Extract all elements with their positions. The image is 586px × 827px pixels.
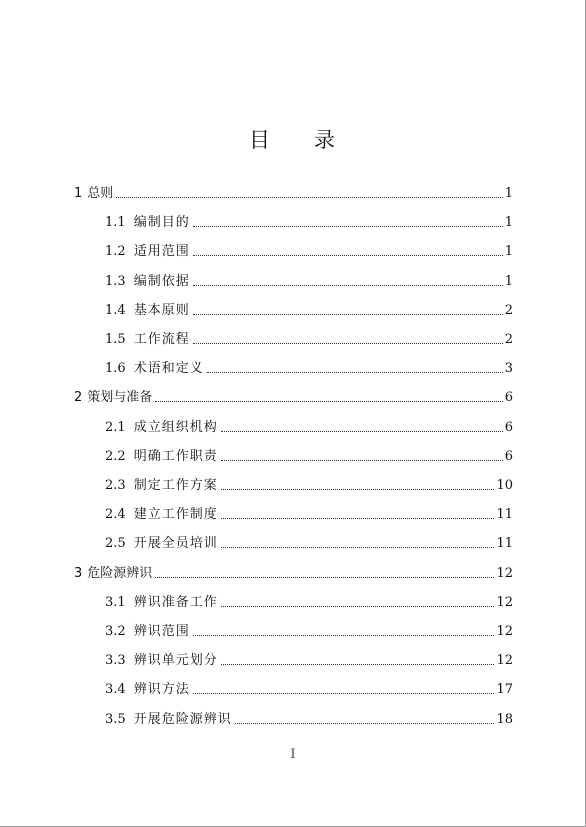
toc-section-entry[interactable] <box>105 297 513 319</box>
toc-section-entry[interactable] <box>105 326 513 348</box>
toc-entry-number: 3.2 <box>105 624 126 639</box>
toc-entry-label: 辨识准备工作 <box>133 594 218 610</box>
toc-entry-page: 12 <box>496 624 513 639</box>
toc-dot-leader <box>221 547 495 548</box>
title-char-1: 目 <box>249 128 272 152</box>
toc-dot-leader <box>207 372 503 373</box>
toc-entry-number: 1.5 <box>105 332 126 347</box>
toc-entry-page: 12 <box>496 653 513 669</box>
toc-section-entry[interactable] <box>105 238 513 260</box>
toc-entry-page: 11 <box>496 536 513 552</box>
toc-entry-page: 6 <box>504 390 513 406</box>
toc-section-entry[interactable] <box>105 268 513 290</box>
toc-dot-leader <box>116 197 502 198</box>
toc-section-entry[interactable] <box>105 355 513 377</box>
toc-section-entry[interactable] <box>105 443 513 465</box>
toc-entry-number: 2.2 <box>105 448 126 464</box>
toc-section-entry[interactable] <box>105 589 513 611</box>
toc-dot-leader <box>193 314 503 315</box>
toc-entry-number: 2.1 <box>105 419 126 435</box>
toc-entry-page: 6 <box>504 419 513 435</box>
toc-entry-number: 1 <box>74 186 83 201</box>
toc-entry-page: 3 <box>504 361 513 377</box>
toc-entry-label: 适用范围 <box>133 244 190 260</box>
toc-dot-leader <box>193 693 495 694</box>
toc-entry-page: 1 <box>504 215 513 231</box>
toc-entry-number: 3.3 <box>105 653 126 669</box>
toc-entry-number: 1.6 <box>105 361 126 377</box>
page-title <box>0 124 586 154</box>
toc-entry-label: 总则 <box>87 186 114 201</box>
toc-entry-page: 2 <box>504 302 513 318</box>
toc-section-entry[interactable] <box>105 501 513 523</box>
toc-entry-page: 1 <box>504 244 513 260</box>
toc-chapter-entry[interactable] <box>74 560 513 582</box>
toc-chapter-entry[interactable] <box>74 180 513 202</box>
toc-dot-leader <box>221 489 495 490</box>
toc-entry-label: 工作流程 <box>133 332 190 347</box>
toc-dot-leader <box>193 635 495 636</box>
toc-entry-page: 10 <box>496 478 513 493</box>
toc-entry-number: 3.1 <box>105 594 126 610</box>
toc-entry-label: 辨识范围 <box>133 624 190 639</box>
toc-entry-page: 1 <box>504 186 513 201</box>
toc-dot-leader <box>193 343 503 344</box>
toc-dot-leader <box>221 606 495 607</box>
toc-section-entry[interactable] <box>105 209 513 231</box>
toc-entry-label: 编制依据 <box>133 273 190 289</box>
page-number: I <box>290 747 296 762</box>
toc-dot-leader <box>221 431 503 432</box>
toc-section-entry[interactable] <box>105 618 513 640</box>
toc-entry-page: 12 <box>496 594 513 610</box>
toc-dot-leader <box>193 255 503 256</box>
toc-section-entry[interactable] <box>105 706 513 728</box>
toc-chapter-entry[interactable] <box>74 384 513 406</box>
toc-entry-page: 18 <box>496 711 513 727</box>
toc-entry-label: 制定工作方案 <box>133 478 218 493</box>
toc-dot-leader <box>193 226 503 227</box>
toc-entry-number: 2 <box>74 390 83 406</box>
toc-entry-page: 11 <box>496 507 513 523</box>
toc-entry-label: 辨识单元划分 <box>133 653 218 669</box>
toc-entry-label: 成立组织机构 <box>133 419 218 435</box>
toc-entry-number: 1.2 <box>105 244 126 260</box>
toc-entry-label: 建立工作制度 <box>133 507 218 523</box>
toc-entry-number: 2.3 <box>105 478 126 493</box>
toc-dot-leader <box>221 460 503 461</box>
toc-entry-number: 3.5 <box>105 711 126 727</box>
title-char-2: 录 <box>314 128 337 152</box>
toc-entry-label: 开展危险源辨识 <box>133 711 232 727</box>
toc-dot-leader <box>155 401 502 402</box>
toc-entry-label: 编制目的 <box>133 215 190 231</box>
toc-entry-label: 危险源辨识 <box>87 565 153 581</box>
toc-entry-number: 2.4 <box>105 507 126 523</box>
toc-entry-page: 1 <box>504 273 513 289</box>
toc-section-entry[interactable] <box>105 414 513 436</box>
toc-entry-page: 17 <box>496 682 513 698</box>
toc-dot-leader <box>235 723 495 724</box>
toc-entry-label: 策划与准备 <box>87 390 153 406</box>
toc-section-entry[interactable] <box>105 530 513 552</box>
toc-entry-number: 1.3 <box>105 273 126 289</box>
toc-entry-label: 基本原则 <box>133 302 190 318</box>
toc-entry-page: 6 <box>504 448 513 464</box>
toc-dot-leader <box>193 285 503 286</box>
toc-section-entry[interactable] <box>105 676 513 698</box>
toc-entry-number: 2.5 <box>105 536 126 552</box>
toc-entry-label: 开展全员培训 <box>133 536 218 552</box>
toc-entry-label: 明确工作职责 <box>133 448 218 464</box>
toc-dot-leader <box>221 518 495 519</box>
toc-entry-page: 2 <box>504 332 513 347</box>
toc-entry-label: 辨识方法 <box>133 682 190 698</box>
toc-entry-page: 12 <box>496 565 513 581</box>
toc-entry-label: 术语和定义 <box>133 361 204 377</box>
toc-entry-number: 1.4 <box>105 302 126 318</box>
toc-entry-number: 1.1 <box>105 215 126 231</box>
toc-entry-number: 3.4 <box>105 682 126 698</box>
toc-dot-leader <box>221 664 495 665</box>
toc-entry-number: 3 <box>74 565 83 581</box>
toc-section-entry[interactable] <box>105 472 513 494</box>
toc-section-entry[interactable] <box>105 647 513 669</box>
toc-dot-leader <box>155 577 494 578</box>
